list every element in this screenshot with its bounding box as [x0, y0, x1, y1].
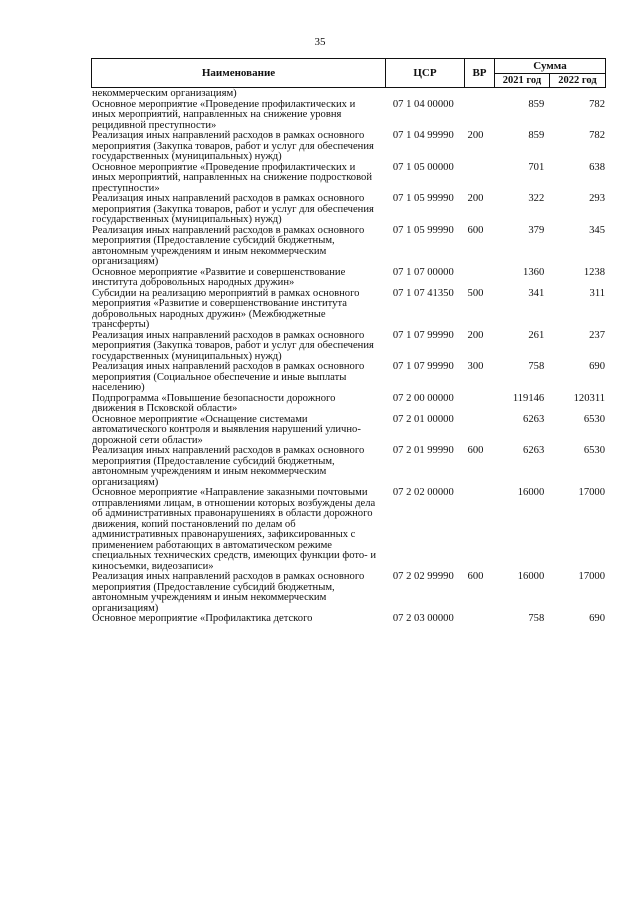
row-sum-2021: 758 — [528, 361, 545, 372]
table-row — [92, 362, 607, 394]
row-csr: 07 2 02 00000 — [392, 487, 454, 498]
row-name: Реализация иных направлений расходов в рамках основного мероприятия (Социальное обеспечение и иные выплаты населению) — [92, 361, 365, 393]
row-sum-2022: 17000 — [578, 487, 606, 498]
row-csr: 07 1 07 99990 — [392, 329, 454, 341]
row-sum-2021: 859 — [528, 98, 545, 110]
row-csr: 07 2 02 99990 — [392, 571, 454, 582]
table-row — [92, 131, 607, 163]
row-name: Реализация иных направлений расходов в рамках основного мероприятия (Закупка товаров, работ и услуг для обеспечения государственных (муниципальных) нужд) — [92, 130, 374, 162]
table-row — [92, 415, 607, 447]
row-vr: 200 — [467, 130, 484, 141]
header-vr: ВР — [472, 67, 487, 79]
row-sum-2022: 311 — [589, 287, 606, 299]
row-sum-2022: 1238 — [583, 266, 606, 278]
row-name: Реализация иных направлений расходов в рамках основного мероприятия (Закупка товаров, работ и услуг для обеспечения государственных (муниципальных) нужд) — [92, 329, 374, 362]
row-vr — [464, 268, 495, 289]
row-sum-2022: 120311 — [573, 392, 606, 404]
row-csr: 07 1 04 99990 — [392, 130, 454, 141]
row-sum-2021: 6263 — [523, 413, 545, 425]
row-vr: 600 — [467, 224, 484, 236]
row-name: Основное мероприятие «Оснащение системами автоматического контроля и выявления нарушений улично-дорожной сети области» — [92, 413, 361, 446]
header-sum: Сумма — [533, 60, 567, 72]
row-sum-2021: 322 — [528, 193, 545, 204]
row-csr: 07 1 05 00000 — [392, 161, 454, 173]
row-vr: 500 — [467, 287, 484, 299]
row-csr: 07 2 01 99990 — [392, 445, 454, 456]
row-name: Подпрограмма «Повышение безопасности дорожного движения в Псковской области» — [92, 392, 336, 414]
row-sum-2021: 119146 — [512, 392, 545, 404]
header-csr-cell — [385, 58, 465, 88]
row-sum-2022 — [550, 89, 607, 100]
table-row — [92, 289, 607, 331]
header-year2: 2022 год — [558, 75, 597, 86]
table-row — [92, 331, 607, 363]
table-body — [92, 89, 607, 625]
row-sum-2022: 237 — [589, 329, 606, 341]
header-name: Наименование — [201, 67, 276, 79]
table-row — [92, 394, 607, 415]
row-csr: 07 1 07 99990 — [392, 361, 454, 372]
table-row — [92, 194, 607, 226]
row-csr: 07 2 01 00000 — [392, 413, 454, 425]
row-sum-2022: 6530 — [583, 445, 606, 456]
row-name: некоммерческим организациям) — [92, 88, 237, 99]
row-sum-2021: 341 — [528, 287, 545, 299]
row-vr — [464, 89, 495, 100]
row-sum-2022: 17000 — [578, 571, 606, 582]
row-name: Основное мероприятие «Проведение профилактических и иных мероприятий, направленных на снижение подростковой преступности» — [92, 161, 372, 194]
row-sum-2021: 261 — [528, 329, 545, 341]
header-name-cell — [91, 58, 386, 88]
table-header — [91, 58, 606, 88]
row-vr — [464, 415, 495, 447]
row-sum-2021: 6263 — [523, 445, 545, 456]
row-sum-2021: 859 — [528, 130, 545, 141]
row-vr: 600 — [467, 571, 484, 582]
header-sum-cell — [494, 58, 606, 74]
row-sum-2022: 345 — [589, 224, 606, 236]
row-sum-2022: 782 — [589, 98, 606, 110]
table-row — [92, 226, 607, 268]
row-vr: 300 — [467, 361, 484, 372]
row-name: Реализация иных направлений расходов в рамках основного мероприятия (Предоставление субсидий бюджетным, автономным учреждениям и иным некоммерческим организациям) — [92, 445, 365, 488]
row-sum-2021: 379 — [528, 224, 545, 236]
row-csr: 07 1 07 00000 — [392, 266, 454, 278]
table-row — [92, 614, 607, 625]
row-sum-2022: 690 — [589, 613, 606, 624]
row-csr: 07 1 05 99990 — [392, 224, 454, 236]
row-csr: 07 2 00 00000 — [392, 392, 454, 404]
row-name: Основное мероприятие «Проведение профилактических и иных мероприятий, направленных на снижение уровня рецидивной преступности» — [92, 98, 356, 131]
row-sum-2021: 701 — [528, 161, 545, 173]
table-row — [92, 100, 607, 132]
header-csr: ЦСР — [413, 67, 437, 79]
row-csr: 07 1 07 41350 — [392, 287, 454, 299]
row-name: Субсидии на реализацию мероприятий в рамках основного мероприятия «Развитие и совершенствование института добровольных народных дружин» (Межбюджетные трансферты) — [92, 287, 360, 330]
row-vr — [464, 488, 495, 572]
row-sum-2022: 782 — [589, 130, 606, 141]
row-sum-2021: 16000 — [517, 571, 545, 582]
header-year2-cell — [549, 73, 606, 88]
row-sum-2021: 16000 — [517, 487, 545, 498]
table-row — [92, 488, 607, 572]
row-name: Реализация иных направлений расходов в рамках основного мероприятия (Предоставление субсидий бюджетным, автономным учреждениям и иным некоммерческим организациям) — [92, 571, 365, 614]
row-sum-2022: 690 — [589, 361, 606, 372]
row-name: Основное мероприятие «Развитие и совершенствование института добровольных народных дружин» — [92, 266, 346, 288]
table-row — [92, 572, 607, 614]
row-vr — [464, 163, 495, 195]
table-row — [92, 163, 607, 195]
header-year1-cell — [494, 73, 550, 88]
table-row — [92, 89, 607, 100]
header-vr-cell — [464, 58, 495, 88]
row-csr: 07 1 05 99990 — [392, 193, 454, 204]
row-vr — [464, 394, 495, 415]
row-csr: 07 2 03 00000 — [392, 613, 454, 624]
row-csr: 07 1 04 00000 — [392, 98, 454, 110]
row-vr: 600 — [467, 445, 484, 456]
row-name: Основное мероприятие «Профилактика детского — [92, 613, 313, 624]
table-row — [92, 268, 607, 289]
row-name: Основное мероприятие «Направление заказными почтовыми отправлениями лицам, в отношении которых возбуждены дела об административных правонарушениях в области дорожного движения, копий постановлений по делам об административных правонарушениях, зафиксированных с применением работающих в автоматическом режиме специальных технических средств, имеющих функции фото- и киносъемки, видеозаписи» — [92, 487, 377, 572]
row-sum-2021 — [494, 89, 550, 100]
row-sum-2022: 638 — [589, 161, 606, 173]
row-sum-2021: 758 — [528, 613, 545, 624]
row-name: Реализация иных направлений расходов в рамках основного мероприятия (Предоставление субсидий бюджетным, автономным учреждениям и иным некоммерческим организациям) — [92, 224, 365, 267]
row-vr — [464, 100, 495, 132]
row-vr: 200 — [467, 329, 484, 341]
header-year1: 2021 год — [502, 75, 542, 86]
row-vr: 200 — [467, 193, 484, 204]
row-sum-2022: 6530 — [583, 413, 606, 425]
table-row — [92, 446, 607, 488]
row-sum-2022: 293 — [589, 193, 606, 204]
row-name: Реализация иных направлений расходов в рамках основного мероприятия (Закупка товаров, работ и услуг для обеспечения государственных (муниципальных) нужд) — [92, 193, 374, 225]
row-vr — [464, 614, 495, 625]
page-number: 35 — [314, 36, 326, 48]
row-sum-2021: 1360 — [523, 266, 545, 278]
row-csr — [385, 89, 464, 100]
